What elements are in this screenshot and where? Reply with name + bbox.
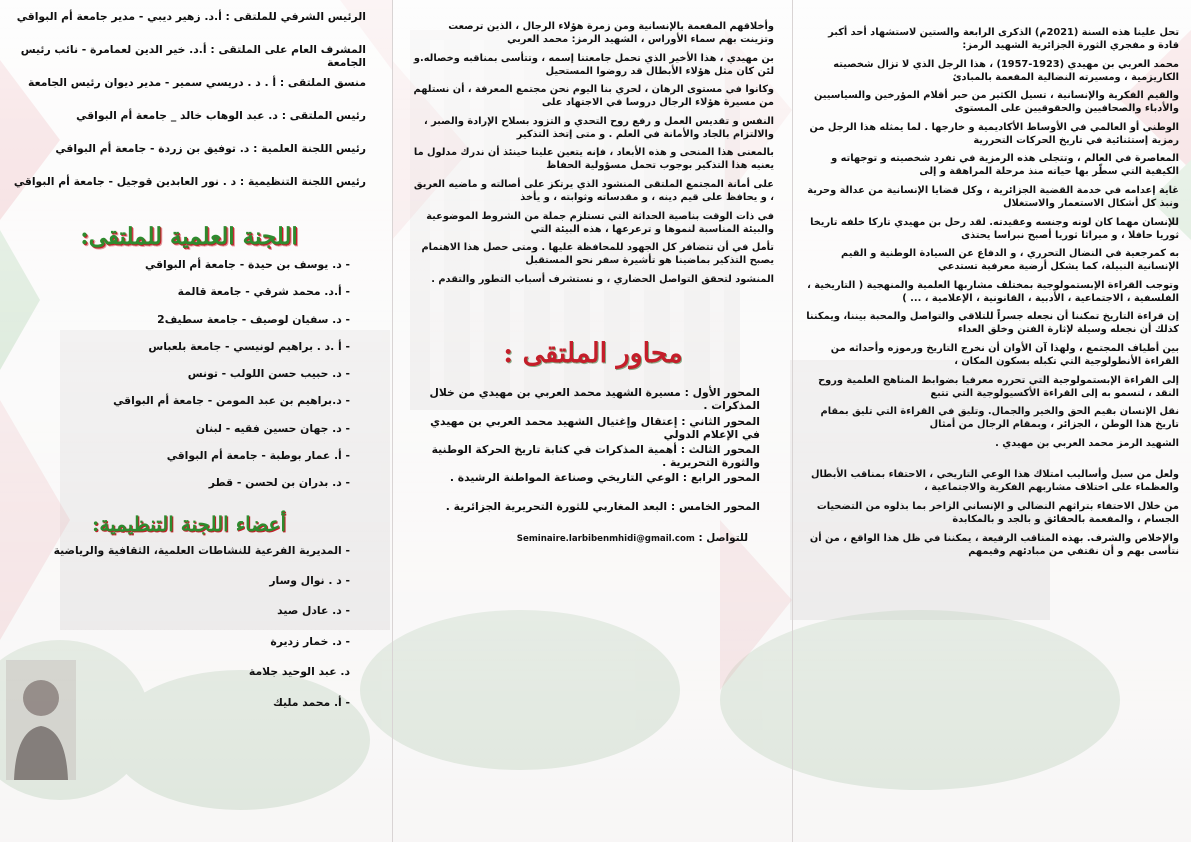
committee-member: - د.براهيم بن عبد المومن - جامعة أم البواقي: [113, 394, 350, 408]
paragraph-line: الوطني أو العالمي في الأوساط الأكاديمية و خارجها . لما يمثله هذا الرجل من رمزية إستثنائية في تاريخ الحركات التحررية: [809, 121, 1179, 146]
committee-member: د. عبد الوحيد جلامة: [248, 665, 350, 679]
paragraph-line: وتوجب القراءة الإبستمولوجية بمختلف مشاربها العلمية والمنهجية ( التاريخية ، الفلسفية ، الاجتماعية ، الأدبية ، القانونية ، الإعلامية ، ... ): [807, 279, 1179, 304]
paragraph-line: نقل الإنسان بقيم الحق والخير والجمال. وتليق في القراءة التي تليق بمقام تاريخ هذا الوطن ، الجزائر ، وبمقام الرجال من أمثال: [820, 406, 1179, 431]
main-paragraph: [806, 26, 1179, 563]
committee-member: - د. سفيان لوصيف - جامعة سطيف2: [157, 312, 350, 326]
scientific-committee-heading: اللجنة العلمية للملتقى:: [80, 223, 298, 250]
paragraph-line: ولعل من سبل وأساليب امتلاك هذا الوعي التاريخي ، الاحتفاء بمناقب الأبطال والعظماء على اختلاف مشاربهم الفكرية والاجتماعية ،: [810, 469, 1179, 494]
seminar-axes-list: [412, 386, 774, 527]
left-panel: [0, 0, 392, 842]
committee-member: - د. عادل صيد: [277, 604, 350, 618]
paragraph-line: تأمل في أن تتضافر كل الجهود للمحافظة عليها . ومتى حصل هذا الاهتمام يصبح التذكير بماضينا هو تأشيرة سفر نحو المستقبل: [421, 242, 774, 267]
official-line: منسق الملتقى : أ . د . دريسي سمير - مدير ديوان رئيس الجامعة: [28, 76, 366, 89]
paragraph-line: إلى القراءة الإبستمولوجية التي تحرره معرفيا بضوابط المناهج العلمية وروح النقد ، لنسمو به إلى القراءة الأكسيولوجية التي تتبع: [818, 374, 1179, 399]
paragraph-line: المنشود لتحقق التواصل الحضاري ، و نستشرف أسباب التطور والتقدم .: [431, 273, 774, 285]
paragraph-line: وكانوا في مستوى الرهان ، لحري بنا اليوم نحن مجتمع المعرفة ، أن نستلهم من مسيرة هؤلاء الرجال دروسا في الاجتهاد على: [413, 84, 774, 109]
organizing-committee-heading: أعضاء اللجنة التنظيمية:: [91, 511, 287, 536]
committee-member: - د. حبيب حسن اللولب - تونس: [187, 367, 350, 381]
paragraph-line: إن قراءة التاريخ تمكننا أن نجعله جسراً للتلاقي والتواصل والمحبة بيننا، ويمكننا كذلك أن نجعله وسيلة لإثارة الفتن وخلق العداء: [806, 311, 1179, 336]
axis-item: المحور الثالث : أهمية المذكرات في كتابة تاريخ الحركة الوطنية والثورة التحريرية .: [431, 442, 760, 469]
official-line: المشرف العام على الملتقى : أ.د. خير الدين لعمامرة - نائب رئيس الجامعة: [20, 43, 366, 69]
organizing-committee-list: [12, 544, 366, 726]
paragraph-line: بالمعنى هذا المنحى و هذه الأبعاد ، فإنه يتعين علينا حينئذ أن ندرك مدلول ما يعنيه هذا التذكير بوجوب تحمل مسؤولية الحفاظ: [413, 147, 774, 172]
committee-member: - د. جهان حسين فقيه - لبنان: [195, 421, 350, 435]
paragraph-line: والإخلاص والشرف. بهذه المناقب الرفيعة ، يمكننا في ظل هذا الواقع ، من أن نتأسى بهم و أن نقتفي من مبادئهم وقيمهم: [809, 532, 1179, 557]
official-line: الرئيس الشرفي للملتقى : أ.د. زهير ديبي - مدير جامعة أم البواقي: [16, 10, 366, 23]
committee-member: - د. خمار زديرة: [270, 634, 350, 648]
paragraph-line: به كمرجعية في النضال التحرري ، و الدفاع عن السيادة الوطنية و القيم الإنسانية النبيلة، كما يشكل أرضية معرفية تستدعي: [841, 248, 1179, 273]
paragraph-line: بين أطياف المجتمع ، ولهذا آن الأوان أن نخرج التاريخ ورموزه وأحداثه من القراءة الأنطولوجية التي تكبله بسكون المكان ،: [830, 342, 1179, 367]
paragraph-line: المعاصرة في العالم ، وتتجلى هذه الرمزية في تفرد شخصيته و توجهاته و الكيفية التي سطّر بها حياته منذ مرحلة المراهقة و إلى: [831, 153, 1179, 178]
seminar-axes-heading: محاور الملتقى :: [503, 338, 683, 370]
paragraph-line: محمد العربي بن مهيدي (1923-1957) ، هذا الرجل الذي لا تزال شخصيته الكاريزمية ، ومسيرته النضالية المفعمة بالمبادئ: [833, 58, 1179, 83]
contact-line: [412, 532, 774, 544]
official-line: رئيس الملتقى : د. عبد الوهاب خالد _ جامعة أم البواقي: [76, 109, 366, 122]
committee-member: - المديرية الفرعية للنشاطات العلمية، الثقافية والرياضية: [53, 543, 350, 557]
middle-panel: [392, 0, 792, 842]
right-panel: [792, 0, 1191, 842]
committee-member: - د. بدران بن لحسن - قطر: [208, 476, 350, 490]
contact-label: للتواصل :: [698, 531, 748, 544]
paragraph-line: الشهيد الرمز محمد العربي بن مهيدي .: [995, 437, 1179, 449]
intro-paragraph: [412, 20, 774, 304]
paragraph-line: تحل علينا هذه السنة (2021م) الذكرى الرابعة والستين لاستشهاد أحد أكبر قادة و مفجري الثورة الجزائرية الشهيد الرمز:: [828, 27, 1179, 51]
committee-member: - د . نوال وسار: [269, 574, 350, 588]
paragraph-line: بن مهيدي ، هذا الأخير الذي تحمل جامعتنا إسمه ، وتتأسى بمناقبه وخصاله.و لئن كان مثل هؤلاء الأبطال قد روضوا المستحيل: [413, 52, 774, 77]
paragraph-line: النفس و تقديس العمل و رفع روح التحدي و التزود بسلاح الإرادة والصبر ، والالتزام بالجاد والأمانة في العلم . و متى إتخذ التذكير: [423, 115, 774, 140]
axis-item: المحور الأول : مسيرة الشهيد محمد العربي بن مهيدي من خلال المذكرات .: [429, 386, 760, 413]
committee-member: - د. يوسف بن حيدة - جامعة أم البواقي: [145, 258, 350, 271]
contact-email-link[interactable]: Seminaire.larbibenmhidi@gmail.com: [516, 533, 695, 544]
seminar-officials: [12, 10, 366, 208]
axis-item: المحور الرابع : الوعي التاريخي وصناعة المواطنة الرشيدة .: [449, 471, 760, 485]
committee-member: - أ. عمار بوطبة - جامعة أم البواقي: [166, 449, 350, 463]
committee-member: - أ. محمد مليك: [272, 695, 350, 709]
paragraph-line: على أمانة المجتمع الملتقى المنشود الذي يرتكز على أصالته و ماضيه العريق ، و يحافظ على قيم دينه ، و مقدساته وثوابته ، و يأخذ: [413, 178, 774, 203]
axis-item: المحور الخامس : البعد المغاربي للثورة التحريرية الجزائرية .: [445, 499, 760, 513]
official-line: رئيس اللجنة العلمية : د. توفيق بن زردة - جامعة أم البواقي: [55, 142, 366, 155]
paragraph-line: غاية إعدامه في خدمة القضية الجزائرية ، وكل قضايا الإنسانية من عدالة وحرية ونبذ كل أشكال الاستعمار والاستغلال: [807, 184, 1179, 209]
paragraph-line: من خلال الاحتفاء بتراثهم النضالي و الإنساني الزاخر بما بذلوه من التضحيات الجسام ، والمفعمة بالحقائق و بالجد و بالمكابدة: [816, 500, 1179, 525]
paragraph-line: والقيم الفكرية والإنسانية ، تسيل الكثير من حبر أقلام المؤرخين والسياسيين والأدباء والصحافيين والحقوقيين على المستوى: [813, 90, 1179, 115]
paragraph-line: وأخلاقهم المفعمة بالإنسانية ومن زمرة هؤلاء الرجال ، الذين ترصعت وتزينت بهم سماء الأوراس ، الشهيد الرمز: محمد العربي: [448, 21, 774, 45]
official-line: رئيس اللجنة التنظيمية : د . نور العابدين قوجيل - جامعة أم البواقي: [13, 175, 366, 188]
axis-item: المحور الثاني : إعتقال وإغتيال الشهيد محمد العربي بن مهيدي في الإعلام الدولي: [430, 414, 760, 441]
scientific-committee-list: [12, 258, 366, 504]
paragraph-line: في ذات الوقت بناصية الحداثة التي تستلزم جملة من الشروط الموضوعية والبيئة المناسبة لنموها و ترعرعها ، هذه البيئة التي: [426, 210, 774, 235]
paragraph-line: للإنسان مهما كان لونه وجنسه وعقيدته. لقد رحل بن مهيدي تاركا خلفه تاريخا ثوريا حافلا ، و ميراثا ثوريا أصبح نبراسا يحتذى: [810, 216, 1179, 241]
committee-member: - أ .د . براهيم لونيسي - جامعة بلعباس: [148, 339, 350, 353]
committee-member: - أ.د. محمد شرقي - جامعة قالمة: [177, 285, 350, 299]
